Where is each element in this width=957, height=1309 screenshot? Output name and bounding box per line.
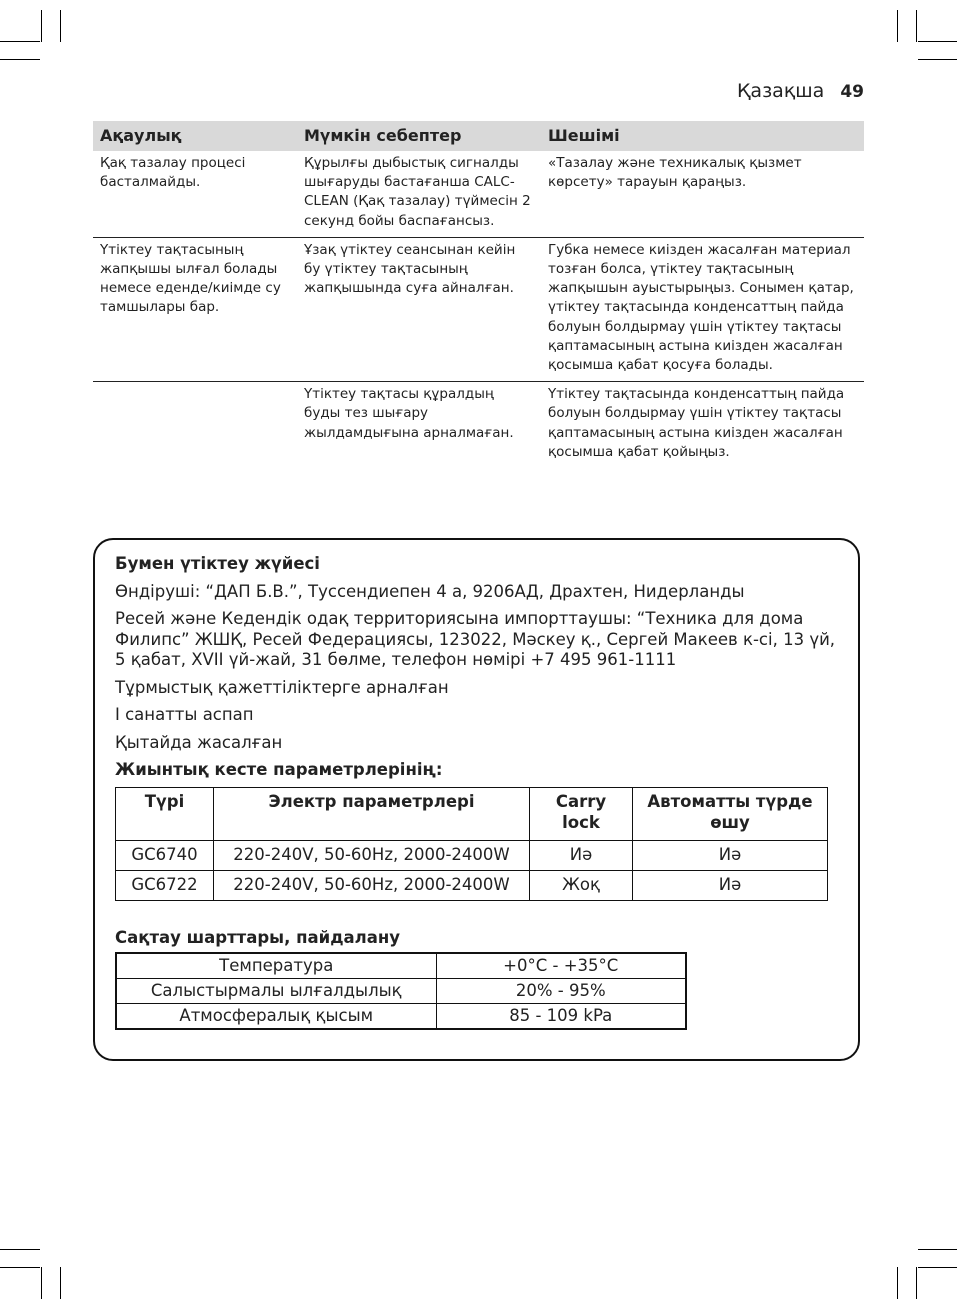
spec-row [116,840,828,870]
crop-mark [916,10,917,42]
crop-mark [918,1249,957,1250]
spec-auto-off: Иә [633,870,828,900]
crop-mark [0,41,40,42]
cause-cell: Құрылғы дыбыстық сигналды шығаруды бастағанша CALC-CLEAN (Қақ тазалау) түймесін 2 секунд бойы баспағансыз. [297,151,541,237]
storage-param: Салыстырмалы ылғалдылық [116,979,436,1004]
crop-mark [60,10,61,42]
table-row [93,237,864,381]
crop-mark [916,1267,917,1299]
spec-carry-lock: Иә [530,840,633,870]
crop-mark [0,59,40,60]
spec-model: GC6722 [116,870,214,900]
header-cause: Мүмкін себептер [297,121,541,151]
problem-cell [93,382,297,468]
language-label: Қазақша [736,80,825,102]
page-number: 49 [840,82,864,102]
spec-row [116,870,828,900]
storage-row [116,979,686,1004]
crop-mark [41,1267,42,1299]
crop-mark [0,1267,40,1268]
cause-cell: Үтіктеу тақтасы құралдың буды тез шығару жылдамдығына арналмаған. [304,386,514,441]
table-row [93,382,864,468]
crop-mark [918,59,957,60]
purpose-text: Тұрмыстық қажеттіліктерге арналған [115,677,449,697]
crop-mark [918,41,957,42]
crop-mark [897,10,898,42]
crop-mark [918,1267,957,1268]
made-in-text: Қытайда жасалған [115,732,283,752]
page-header [737,80,864,102]
spec-header-row [116,787,828,840]
storage-value: 20% - 95% [436,979,686,1004]
spec-header-auto-off: Автоматты түрде өшу [633,787,828,840]
crop-mark [0,1249,40,1250]
spec-auto-off: Иә [633,840,828,870]
table-header-row [93,121,864,151]
spec-model: GC6740 [116,840,214,870]
table-row [93,151,864,237]
crop-mark [897,1267,898,1299]
cause-cell: Ұзақ үтіктеу сеансынан кейін бу үтіктеу тақтасының жапқышында суға айналған. [297,237,541,381]
solution-cell: «Тазалау және техникалық қызмет көрсету» тарауын қараңыз. [541,151,864,237]
spec-carry-lock: Жоқ [530,870,633,900]
product-info-box [93,538,860,1061]
problem-cell: Үтіктеу тақтасының жапқышы ылғал болады немесе еденде/киімде су тамшылары бар. [93,237,297,381]
troubleshooting-table [93,121,864,468]
params-title: Жиынтық кесте параметрлерінің: [115,760,443,779]
manufacturer-text: Өндіруші: “ДАП Б.В.”, Туссендиепен 4 а, 9206АД, Драхтен, Нидерланды [115,581,745,601]
class-text: І санатты аспап [115,705,254,724]
storage-value: 85 - 109 kPa [436,1004,686,1030]
spec-electric: 220-240V, 50-60Hz, 2000-2400W [214,840,530,870]
importer-text: Ресей және Кедендік одақ территориясына импорттаушы: “Техника для дома Филипс” ЖШҚ, Ресей Федерациясы, 123022, Мәскеу қ., Сергей Макеев к-сі, 13 үй, 5 қабат, XVII үй-жай, 31 бөлме, телефон нөмірі +7 495 961-1111 [115,609,836,669]
header-solution: Шешімі [541,121,864,151]
storage-row [116,1004,686,1030]
spec-table [115,787,828,901]
storage-row [116,953,686,979]
spec-header-carry-lock: Carry lock [530,787,633,840]
solution-cell: Губка немесе киізден жасалған материал тозған болса, үтіктеу тақтасының жапқышын ауыстырыңыз. Сонымен қатар, үтіктеу тақтасында конденсаттың пайда болуын болдырмау үшін үтіктеу тақтасы қаптамасының астына киізден жасалған қосымша қабат қосуға болады. [541,237,864,381]
storage-param: Температура [116,953,436,979]
spec-header-type: Түрі [116,787,214,840]
storage-title: Сақтау шарттары, пайдалану [115,927,401,947]
storage-value: +0°C - +35°C [436,953,686,979]
crop-mark [60,1267,61,1299]
crop-mark [41,10,42,42]
spec-header-electric: Электр параметрлері [214,787,530,840]
storage-param: Атмосфералық қысым [116,1004,436,1030]
header-problem: Ақаулық [93,121,297,151]
spec-electric: 220-240V, 50-60Hz, 2000-2400W [214,870,530,900]
solution-cell: Үтіктеу тақтасында конденсаттың пайда болуын болдырмау үшін үтіктеу тақтасы қаптамасының астына киізден жасалған қосымша қабат қойыңыз. [548,386,845,460]
info-title: Бумен үтіктеу жүйесі [115,554,320,573]
storage-table [115,952,687,1030]
problem-cell: Қақ тазалау процесі басталмайды. [93,151,297,237]
